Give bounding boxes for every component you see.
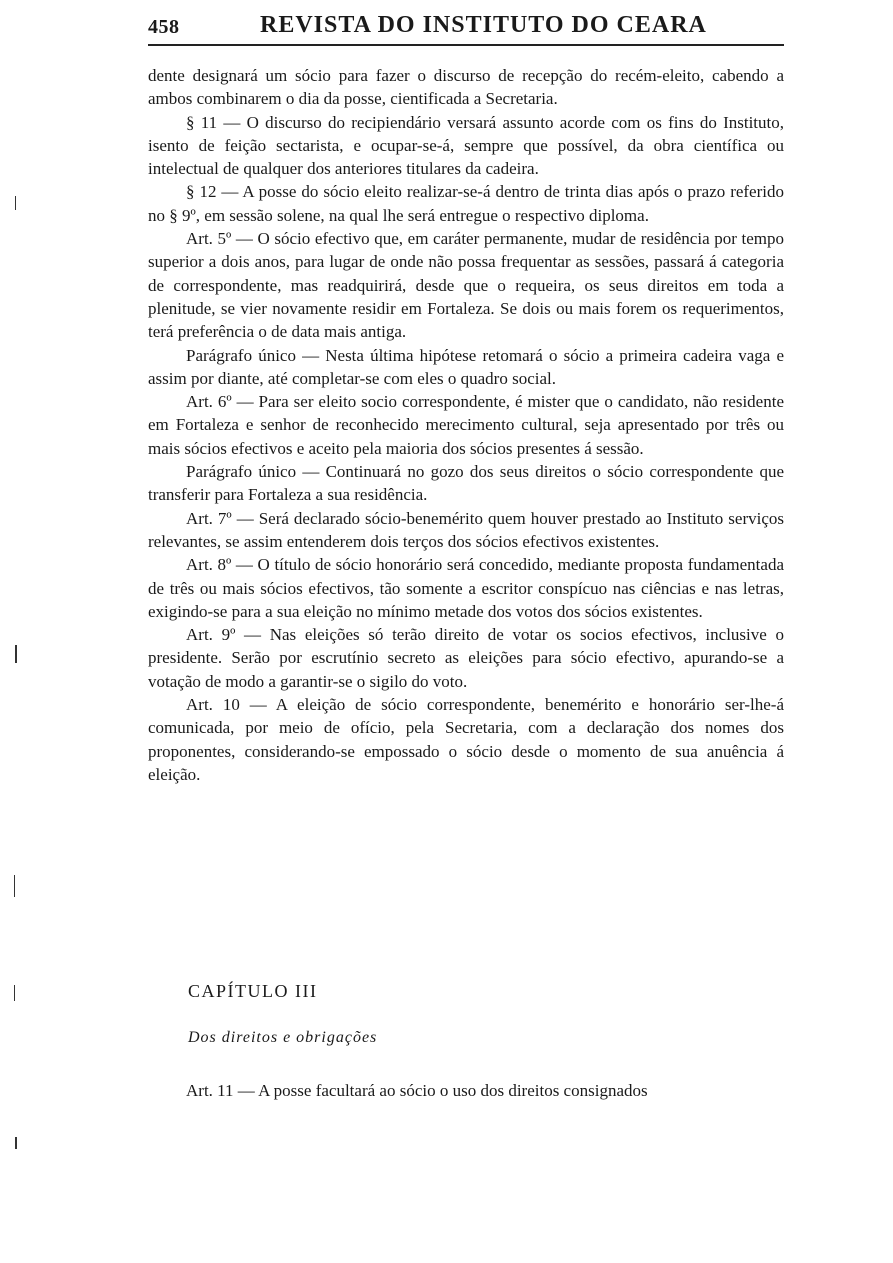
- paragraph-article-8: Art. 8º — O título de sócio honorário será concedido, mediante proposta fundamentada de três ou mais sócios efectivos, tão somente a escritor conspícuo nas ciências e nas letras, exigindo-se para a sua eleição no mínimo metade dos votos dos sócios existentes.: [148, 555, 784, 621]
- paragraph-article-10: Art. 10 — A eleição de sócio correspondente, benemérito e honorário ser-lhe-á comunicada, por meio de ofício, pela Secretaria, com a declaração dos nomes dos proponentes, considerando-se empossado o sócio desde o momento de sua anuência á eleição.: [148, 695, 784, 784]
- margin-mark: [14, 985, 15, 1001]
- running-header: [148, 8, 784, 46]
- paragraph-continuation: dente designará um sócio para fazer o discurso de recepção do recém-eleito, cabendo a ambos combinarem o dia da posse, cientificada a Secretaria.: [148, 66, 784, 109]
- body-text: [148, 64, 784, 786]
- paragraph-article-6: Art. 6º — Para ser eleito socio correspondente, é mister que o candidato, não residente em Fortaleza e senhor de reconhecido merecimento cultural, seja apresentado por três ou mais sócios efectivos e aceito pela maioria dos sócios presentes á sessão.: [148, 392, 784, 458]
- paragraph-article-11: Art. 11 — A posse facultará ao sócio o uso dos direitos consignados: [186, 1081, 648, 1100]
- page-number: 458: [148, 16, 180, 38]
- margin-mark: [15, 1137, 17, 1149]
- margin-mark: [15, 645, 17, 663]
- paragraph-article-9: Art. 9º — Nas eleições só terão direito de votar os socios efectivos, inclusive o presidente. Serão por escrutínio secreto as eleições para sócio efectivo, apurando-se a votação de modo a garantir-se o sigilo do voto.: [148, 625, 784, 691]
- margin-mark: [14, 875, 15, 897]
- paragraph-article-5: Art. 5º — O sócio efectivo que, em caráter permanente, mudar de residência por tempo superior a dois anos, para lugar de onde não possa frequentar as sessões, passará á categoria de correspondente, mas readquirirá, desde que o requeira, os seus direitos em toda a plenitude, se vier novamente residir em Fortaleza. Se dois ou mais forem os requerimentos, terá preferência o de data mais antiga.: [148, 229, 784, 342]
- paragraph-article-7: Art. 7º — Será declarado sócio-benemérito quem houver prestado ao Instituto serviços relevantes, se assim entenderem dois terços dos sócios efectivos existentes.: [148, 508, 784, 551]
- paragraph-section-12: § 12 — A posse do sócio eleito realizar-se-á dentro de trinta dias após o prazo referido no § 9º, em sessão solene, na qual lhe será entregue o respectivo diploma.: [148, 182, 784, 225]
- margin-mark: [15, 196, 16, 210]
- chapter-subtitle: Dos direitos e obrigações: [188, 1029, 378, 1046]
- chapter-title: CAPÍTULO III: [188, 981, 318, 1001]
- paragraph-article-5-sole: Parágrafo único — Nesta última hipótese retomará o sócio a primeira cadeira vaga e assim por diante, até completar-se com eles o quadro social.: [148, 345, 784, 388]
- paragraph-article-6-sole: Parágrafo único — Continuará no gozo dos seus direitos o sócio correspondente que transferir para Fortaleza a sua residência.: [148, 462, 784, 505]
- paragraph-section-11: § 11 — O discurso do recipiendário versará assunto acorde com os fins do Instituto, isento de feição sectarista, e ocupar-se-á, sempre que possível, da obra científica ou intelectual de qualquer dos anteriores titulares da cadeira.: [148, 112, 784, 179]
- journal-title: REVISTA DO INSTITUTO DO CEARA: [260, 12, 707, 38]
